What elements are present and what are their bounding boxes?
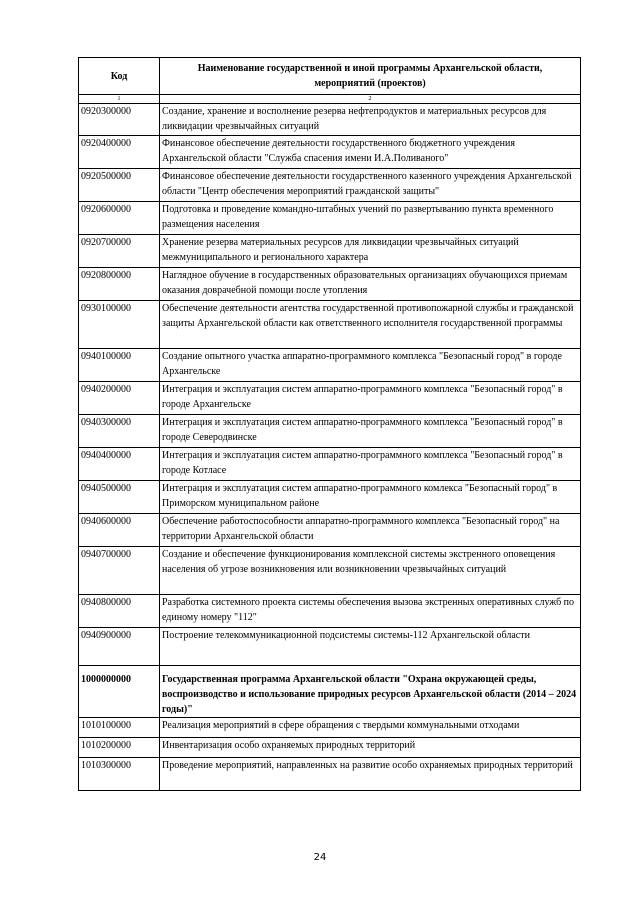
row-code: 0920600000 bbox=[79, 202, 160, 235]
column-number: 2 bbox=[160, 95, 581, 104]
row-name: Разработка системного проекта системы обеспечения вызова экстренных оперативных служб по единому номеру "112" bbox=[160, 595, 581, 628]
row-name: Реализация мероприятий в сфере обращения с твердыми коммунальными отходами bbox=[160, 718, 581, 738]
table-row bbox=[79, 514, 581, 547]
table-row bbox=[79, 718, 581, 738]
row-name: Построение телекоммуникационной подсистемы системы-112 Архангельской области bbox=[160, 628, 581, 666]
table-row bbox=[79, 202, 581, 235]
row-code: 0930100000 bbox=[79, 301, 160, 349]
table-row bbox=[79, 235, 581, 268]
row-name: Проведение мероприятий, направленных на развитие особо охраняемых природных территорий bbox=[160, 758, 581, 791]
row-name: Финансовое обеспечение деятельности государственного казенного учреждения Архангельской области "Центр обеспечения мероприятий гражданской защиты" bbox=[160, 169, 581, 202]
table-row bbox=[79, 481, 581, 514]
row-code: 1010200000 bbox=[79, 738, 160, 758]
column-number: 1 bbox=[79, 95, 160, 104]
table-row bbox=[79, 169, 581, 202]
row-code: 0940400000 bbox=[79, 448, 160, 481]
row-name: Хранение резерва материальных ресурсов для ликвидации чрезвычайных ситуаций межмуниципального и регионального характера bbox=[160, 235, 581, 268]
row-code: 1010300000 bbox=[79, 758, 160, 791]
table-row bbox=[79, 415, 581, 448]
row-code: 0940600000 bbox=[79, 514, 160, 547]
row-code: 1000000000 bbox=[79, 666, 160, 718]
row-name: Создание, хранение и восполнение резерва нефтепродуктов и материальных ресурсов для ликвидации чрезвычайных ситуаций bbox=[160, 104, 581, 136]
table-row bbox=[79, 104, 581, 136]
row-code: 0940200000 bbox=[79, 382, 160, 415]
row-code: 1010100000 bbox=[79, 718, 160, 738]
row-name: Государственная программа Архангельской области "Охрана окружающей среды, воспроизводство и использование природных ресурсов Архангельской области (2014 – 2024 годы)" bbox=[160, 666, 581, 718]
row-code: 0920500000 bbox=[79, 169, 160, 202]
table-row bbox=[79, 349, 581, 382]
page-number: 24 bbox=[313, 852, 327, 863]
row-code: 0940900000 bbox=[79, 628, 160, 666]
table-row bbox=[79, 136, 581, 169]
row-code: 0940500000 bbox=[79, 481, 160, 514]
table-row bbox=[79, 301, 581, 349]
row-name: Интеграция и эксплуатация систем аппаратно-программного комплекса "Безопасный город" в городе Северодвинске bbox=[160, 415, 581, 448]
row-name: Подготовка и проведение командно-штабных учений по развертыванию пункта временного размещения населения bbox=[160, 202, 581, 235]
row-name: Интеграция и эксплуатация систем аппаратно-программного комплекса "Безопасный город" в городе Архангельске bbox=[160, 382, 581, 415]
table-header-row bbox=[79, 58, 581, 95]
row-code: 0940700000 bbox=[79, 547, 160, 595]
table-row bbox=[79, 758, 581, 791]
table-row bbox=[79, 738, 581, 758]
row-name: Финансовое обеспечение деятельности государственного бюджетного учреждения Архангельской области "Служба спасения имени И.А.Поливаного" bbox=[160, 136, 581, 169]
row-code: 0940100000 bbox=[79, 349, 160, 382]
programs-table bbox=[78, 57, 581, 791]
table-row bbox=[79, 595, 581, 628]
row-code: 0940300000 bbox=[79, 415, 160, 448]
column-numbers-row bbox=[79, 95, 581, 104]
row-code: 0920800000 bbox=[79, 268, 160, 301]
row-code: 0920400000 bbox=[79, 136, 160, 169]
row-name: Обеспечение деятельности агентства государственной противопожарной службы и гражданской защиты Архангельской области как ответственного исполнителя государственной программы bbox=[160, 301, 581, 349]
row-name: Обеспечение работоспособности аппаратно-программного комплекса "Безопасный город" на территории Архангельской области bbox=[160, 514, 581, 547]
row-code: 0920300000 bbox=[79, 104, 160, 136]
table-row bbox=[79, 666, 581, 718]
row-code: 0920700000 bbox=[79, 235, 160, 268]
header-name: Наименование государственной и иной программы Архангельской области, мероприятий (проектов) bbox=[160, 58, 581, 95]
table-row bbox=[79, 448, 581, 481]
row-name: Наглядное обучение в государственных образовательных организациях обучающихся приемам оказания доврачебной помощи после утопления bbox=[160, 268, 581, 301]
table-row bbox=[79, 268, 581, 301]
row-name: Создание опытного участка аппаратно-программного комплекса "Безопасный город" в городе Архангельске bbox=[160, 349, 581, 382]
row-name: Интеграция и эксплуатация систем аппаратно-программного комплекса "Безопасный город" в городе Котласе bbox=[160, 448, 581, 481]
row-name: Создание и обеспечение функционирования комплексной системы экстренного оповещения населения об угрозе возникновения или возникновении чрезвычайных ситуаций bbox=[160, 547, 581, 595]
row-name: Инвентаризация особо охраняемых природных территорий bbox=[160, 738, 581, 758]
row-name: Интеграция и эксплуатация систем аппаратно-программного комлекса "Безопасный город" в Приморском муниципальном районе bbox=[160, 481, 581, 514]
table-row bbox=[79, 382, 581, 415]
table-row bbox=[79, 628, 581, 666]
table-row bbox=[79, 547, 581, 595]
header-code: Код bbox=[79, 58, 160, 95]
row-code: 0940800000 bbox=[79, 595, 160, 628]
